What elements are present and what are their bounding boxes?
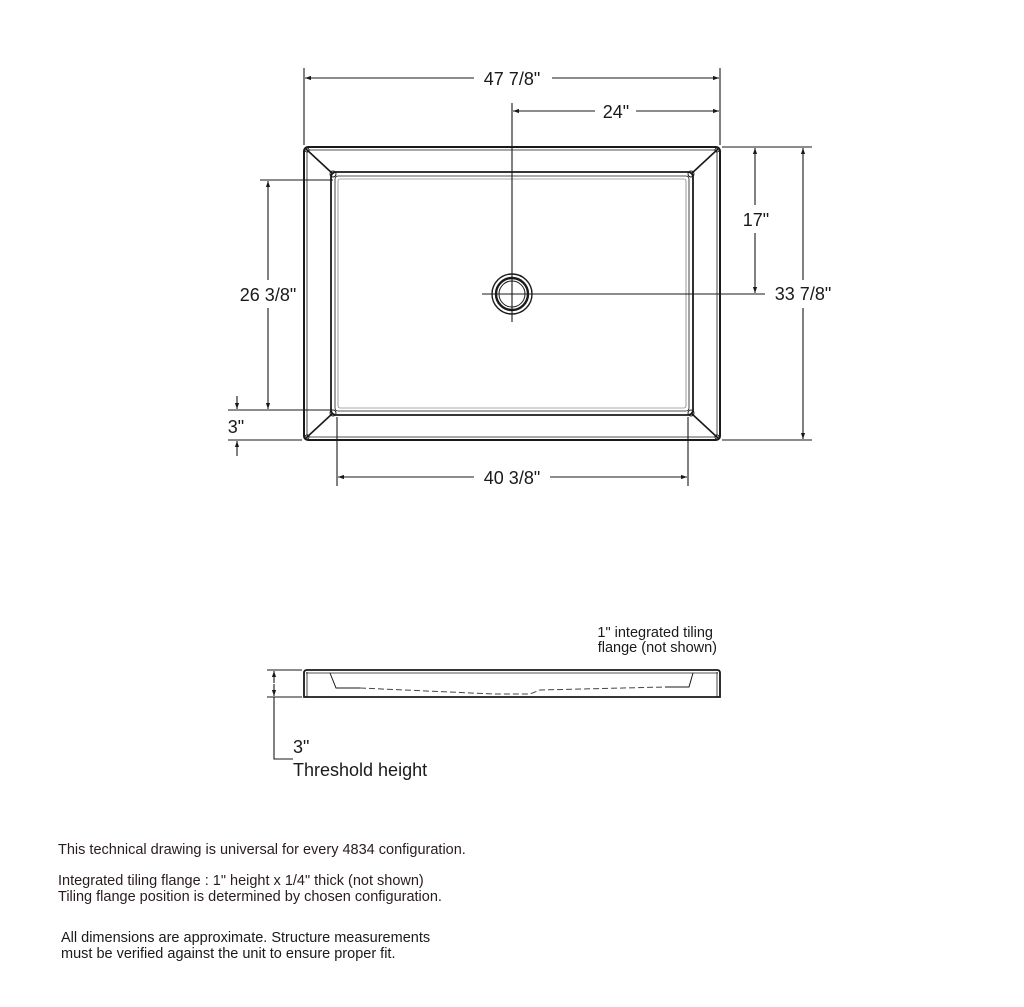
side-view (267, 670, 720, 759)
note-disclaimer-line1: All dimensions are approximate. Structure measurements (61, 930, 431, 946)
dim-inner-width-label: 40 3/8" (483, 468, 541, 488)
note-universal-text: This technical drawing is universal for every 4834 configuration. (58, 842, 466, 858)
note-disclaimer-line2: must be verified against the unit to ensure proper fit. (61, 946, 396, 962)
dim-drain-offset-vertical-label: 17" (742, 210, 770, 230)
dim-overall-depth-label: 33 7/8" (774, 284, 832, 304)
flange-label-line2: flange (not shown) (597, 640, 717, 656)
dim-drain-offset-horizontal-label: 24" (602, 102, 630, 122)
dim-threshold-width-label: 3" (227, 417, 245, 437)
dim-inner-depth-label: 26 3/8" (239, 285, 297, 305)
threshold-height-label: Threshold height (293, 760, 428, 780)
note-flange (58, 873, 442, 905)
note-disclaimer (61, 930, 430, 962)
dim-overall-width-label: 47 7/8" (483, 69, 541, 89)
note-flange-line2: Tiling flange position is determined by chosen configuration. (58, 889, 442, 905)
threshold-height-value: 3" (293, 737, 310, 757)
top-view (228, 68, 812, 486)
flange-label-line1: 1" integrated tiling (597, 625, 713, 641)
note-universal (58, 842, 466, 858)
note-flange-line1: Integrated tiling flange : 1" height x 1/4" thick (not shown) (58, 873, 424, 889)
